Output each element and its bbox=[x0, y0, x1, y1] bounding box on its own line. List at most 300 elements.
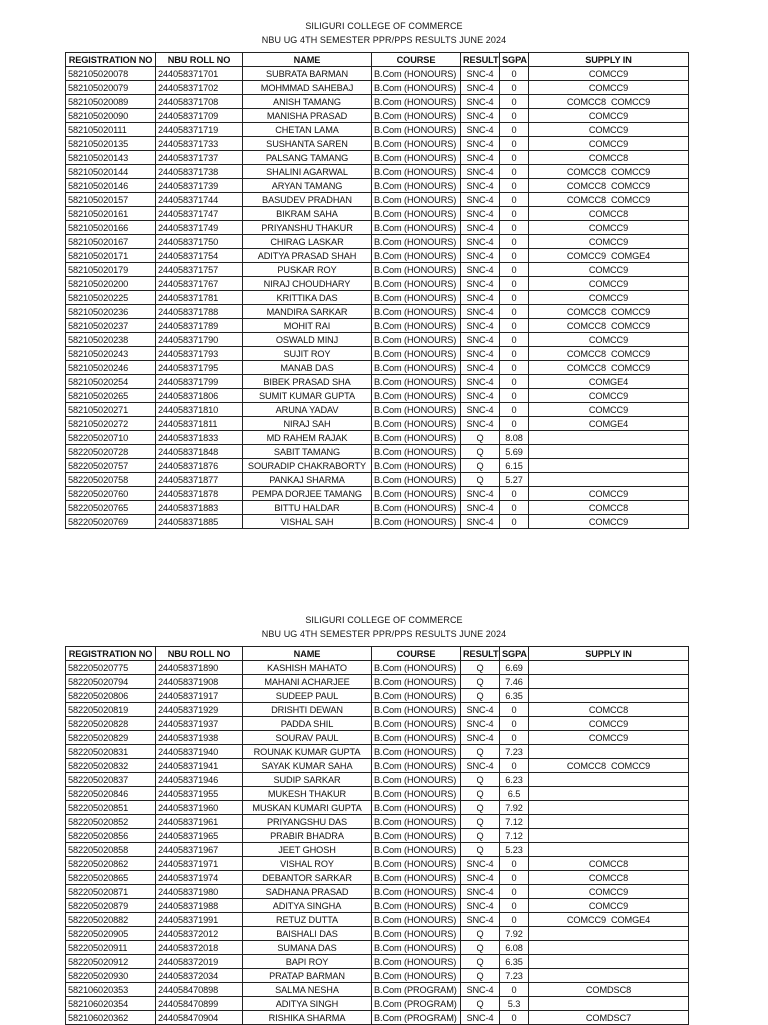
name-cell: NIRAJ CHOUDHARY bbox=[243, 277, 372, 291]
registration-no-cell: 582105020079 bbox=[66, 81, 156, 95]
nbu-roll-no-cell: 244058372018 bbox=[156, 941, 243, 955]
sgpa-cell: 0 bbox=[500, 913, 529, 927]
nbu-roll-no-cell: 244058371938 bbox=[156, 731, 243, 745]
supply-in-cell: COMCC8 COMCC9 bbox=[529, 165, 689, 179]
sgpa-cell: 0 bbox=[500, 151, 529, 165]
column-header: SGPA bbox=[500, 53, 529, 67]
registration-no-cell: 582205020905 bbox=[66, 927, 156, 941]
name-cell: ADITYA PRASAD SHAH bbox=[243, 249, 372, 263]
nbu-roll-no-cell: 244058371929 bbox=[156, 703, 243, 717]
sgpa-cell: 0 bbox=[500, 207, 529, 221]
sgpa-cell: 0 bbox=[500, 123, 529, 137]
result-cell: SNC-4 bbox=[461, 137, 500, 151]
result-cell: SNC-4 bbox=[461, 731, 500, 745]
nbu-roll-no-cell: 244058371810 bbox=[156, 403, 243, 417]
nbu-roll-no-cell: 244058371877 bbox=[156, 473, 243, 487]
table-row bbox=[66, 305, 689, 319]
registration-no-cell: 582105020143 bbox=[66, 151, 156, 165]
supply-in-cell bbox=[529, 787, 689, 801]
course-cell: B.Com (HONOURS) bbox=[372, 263, 461, 277]
result-cell: SNC-4 bbox=[461, 179, 500, 193]
results-title: NBU UG 4TH SEMESTER PPR/PPS RESULTS JUNE 2024 bbox=[261, 35, 507, 45]
course-cell: B.Com (HONOURS) bbox=[372, 361, 461, 375]
name-cell: VISHAL ROY bbox=[243, 857, 372, 871]
course-cell: B.Com (HONOURS) bbox=[372, 137, 461, 151]
sgpa-cell: 0 bbox=[500, 361, 529, 375]
result-cell: Q bbox=[461, 661, 500, 675]
table-row bbox=[66, 95, 689, 109]
course-cell: B.Com (HONOURS) bbox=[372, 109, 461, 123]
supply-in-cell: COMCC9 COMGE4 bbox=[529, 913, 689, 927]
sgpa-cell: 0 bbox=[500, 983, 529, 997]
table-row bbox=[66, 689, 689, 703]
sgpa-cell: 0 bbox=[500, 857, 529, 871]
table-row bbox=[66, 955, 689, 969]
supply-in-cell bbox=[529, 927, 689, 941]
name-cell: BIBEK PRASAD SHA bbox=[243, 375, 372, 389]
supply-in-cell: COMCC9 bbox=[529, 333, 689, 347]
sgpa-cell: 0 bbox=[500, 235, 529, 249]
registration-no-cell: 582205020829 bbox=[66, 731, 156, 745]
name-cell: BIKRAM SAHA bbox=[243, 207, 372, 221]
result-cell: SNC-4 bbox=[461, 717, 500, 731]
name-cell: ROUNAK KUMAR GUPTA bbox=[243, 745, 372, 759]
supply-in-cell: COMCC9 bbox=[529, 221, 689, 235]
table-row bbox=[66, 787, 689, 801]
result-cell: Q bbox=[461, 459, 500, 473]
sgpa-cell: 0 bbox=[500, 403, 529, 417]
name-cell: MOHMMAD SAHEBAJ bbox=[243, 81, 372, 95]
table-row bbox=[66, 375, 689, 389]
name-cell: SUDIP SARKAR bbox=[243, 773, 372, 787]
registration-no-cell: 582106020362 bbox=[66, 1011, 156, 1025]
registration-no-cell: 582105020171 bbox=[66, 249, 156, 263]
result-cell: SNC-4 bbox=[461, 403, 500, 417]
name-cell: BASUDEV PRADHAN bbox=[243, 193, 372, 207]
nbu-roll-no-cell: 244058371955 bbox=[156, 787, 243, 801]
course-cell: B.Com (HONOURS) bbox=[372, 445, 461, 459]
column-header: SUPPLY IN bbox=[529, 53, 689, 67]
nbu-roll-no-cell: 244058371750 bbox=[156, 235, 243, 249]
result-cell: Q bbox=[461, 815, 500, 829]
nbu-roll-no-cell: 244058371702 bbox=[156, 81, 243, 95]
nbu-roll-no-cell: 244058371980 bbox=[156, 885, 243, 899]
name-cell: MD RAHEM RAJAK bbox=[243, 431, 372, 445]
supply-in-cell: COMCC9 bbox=[529, 885, 689, 899]
result-cell: SNC-4 bbox=[461, 347, 500, 361]
table-row bbox=[66, 81, 689, 95]
result-cell: SNC-4 bbox=[461, 249, 500, 263]
registration-no-cell: 582105020200 bbox=[66, 277, 156, 291]
nbu-roll-no-cell: 244058470899 bbox=[156, 997, 243, 1011]
course-cell: B.Com (HONOURS) bbox=[372, 787, 461, 801]
name-cell: VISHAL SAH bbox=[243, 515, 372, 529]
table-row bbox=[66, 361, 689, 375]
name-cell: SABIT TAMANG bbox=[243, 445, 372, 459]
course-cell: B.Com (HONOURS) bbox=[372, 305, 461, 319]
supply-in-cell bbox=[529, 843, 689, 857]
sgpa-cell: 0 bbox=[500, 137, 529, 151]
nbu-roll-no-cell: 244058371988 bbox=[156, 899, 243, 913]
result-cell: Q bbox=[461, 675, 500, 689]
name-cell: CHIRAG LASKAR bbox=[243, 235, 372, 249]
course-cell: B.Com (HONOURS) bbox=[372, 347, 461, 361]
result-cell: Q bbox=[461, 773, 500, 787]
table-row bbox=[66, 207, 689, 221]
supply-in-cell bbox=[529, 773, 689, 787]
name-cell: MUKESH THAKUR bbox=[243, 787, 372, 801]
supply-in-cell bbox=[529, 473, 689, 487]
nbu-roll-no-cell: 244058371991 bbox=[156, 913, 243, 927]
table-row bbox=[66, 235, 689, 249]
course-cell: B.Com (HONOURS) bbox=[372, 235, 461, 249]
result-cell: SNC-4 bbox=[461, 67, 500, 81]
registration-no-cell: 582205020710 bbox=[66, 431, 156, 445]
results-table bbox=[65, 646, 689, 1025]
table-row bbox=[66, 487, 689, 501]
sgpa-cell: 0 bbox=[500, 67, 529, 81]
nbu-roll-no-cell: 244058371883 bbox=[156, 501, 243, 515]
supply-in-cell: COMCC9 bbox=[529, 515, 689, 529]
table-row bbox=[66, 249, 689, 263]
supply-in-cell: COMCC8 bbox=[529, 703, 689, 717]
supply-in-cell: COMCC9 bbox=[529, 277, 689, 291]
sgpa-cell: 0 bbox=[500, 417, 529, 431]
course-cell: B.Com (HONOURS) bbox=[372, 675, 461, 689]
supply-in-cell bbox=[529, 815, 689, 829]
table-row bbox=[66, 431, 689, 445]
course-cell: B.Com (HONOURS) bbox=[372, 375, 461, 389]
supply-in-cell: COMCC8 bbox=[529, 151, 689, 165]
result-cell: Q bbox=[461, 689, 500, 703]
nbu-roll-no-cell: 244058371708 bbox=[156, 95, 243, 109]
nbu-roll-no-cell: 244058371788 bbox=[156, 305, 243, 319]
registration-no-cell: 582105020167 bbox=[66, 235, 156, 249]
registration-no-cell: 582205020846 bbox=[66, 787, 156, 801]
result-cell: SNC-4 bbox=[461, 857, 500, 871]
course-cell: B.Com (HONOURS) bbox=[372, 955, 461, 969]
supply-in-cell: COMCC9 bbox=[529, 487, 689, 501]
course-cell: B.Com (HONOURS) bbox=[372, 913, 461, 927]
course-cell: B.Com (HONOURS) bbox=[372, 829, 461, 843]
registration-no-cell: 582205020852 bbox=[66, 815, 156, 829]
table-row bbox=[66, 151, 689, 165]
result-cell: SNC-4 bbox=[461, 487, 500, 501]
supply-in-cell: COMCC8 COMCC9 bbox=[529, 193, 689, 207]
supply-in-cell: COMCC8 bbox=[529, 501, 689, 515]
registration-no-cell: 582205020757 bbox=[66, 459, 156, 473]
registration-no-cell: 582105020144 bbox=[66, 165, 156, 179]
name-cell: MOHIT RAI bbox=[243, 319, 372, 333]
registration-no-cell: 582205020912 bbox=[66, 955, 156, 969]
supply-in-cell: COMCC8 bbox=[529, 871, 689, 885]
name-cell: SOURAV PAUL bbox=[243, 731, 372, 745]
course-cell: B.Com (HONOURS) bbox=[372, 731, 461, 745]
result-cell: SNC-4 bbox=[461, 703, 500, 717]
result-cell: SNC-4 bbox=[461, 361, 500, 375]
result-cell: SNC-4 bbox=[461, 389, 500, 403]
registration-no-cell: 582205020819 bbox=[66, 703, 156, 717]
column-header: REGISTRATION NO bbox=[66, 53, 156, 67]
supply-in-cell: COMCC9 bbox=[529, 263, 689, 277]
name-cell: PRATAP BARMAN bbox=[243, 969, 372, 983]
sgpa-cell: 6.5 bbox=[500, 787, 529, 801]
name-cell: MAHANI ACHARJEE bbox=[243, 675, 372, 689]
course-cell: B.Com (HONOURS) bbox=[372, 871, 461, 885]
table-row bbox=[66, 515, 689, 529]
registration-no-cell: 582205020858 bbox=[66, 843, 156, 857]
sgpa-cell: 6.08 bbox=[500, 941, 529, 955]
registration-no-cell: 582205020728 bbox=[66, 445, 156, 459]
sgpa-cell: 0 bbox=[500, 759, 529, 773]
name-cell: PRIYANSHU THAKUR bbox=[243, 221, 372, 235]
nbu-roll-no-cell: 244058371908 bbox=[156, 675, 243, 689]
table-row bbox=[66, 501, 689, 515]
nbu-roll-no-cell: 244058371767 bbox=[156, 277, 243, 291]
supply-in-cell: COMCC9 bbox=[529, 123, 689, 137]
course-cell: B.Com (HONOURS) bbox=[372, 815, 461, 829]
result-cell: SNC-4 bbox=[461, 277, 500, 291]
nbu-roll-no-cell: 244058470904 bbox=[156, 1011, 243, 1025]
nbu-roll-no-cell: 244058371940 bbox=[156, 745, 243, 759]
nbu-roll-no-cell: 244058371946 bbox=[156, 773, 243, 787]
sgpa-cell: 7.46 bbox=[500, 675, 529, 689]
registration-no-cell: 582205020832 bbox=[66, 759, 156, 773]
sgpa-cell: 0 bbox=[500, 277, 529, 291]
name-cell: JEET GHOSH bbox=[243, 843, 372, 857]
registration-no-cell: 582205020930 bbox=[66, 969, 156, 983]
name-cell: DRISHTI DEWAN bbox=[243, 703, 372, 717]
name-cell: SOURADIP CHAKRABORTY bbox=[243, 459, 372, 473]
results-table bbox=[65, 52, 689, 529]
name-cell: SUSHANTA SAREN bbox=[243, 137, 372, 151]
registration-no-cell: 582105020089 bbox=[66, 95, 156, 109]
name-cell: ADITYA SINGHA bbox=[243, 899, 372, 913]
supply-in-cell: COMCC9 bbox=[529, 109, 689, 123]
course-cell: B.Com (PROGRAM) bbox=[372, 997, 461, 1011]
registration-no-cell: 582205020760 bbox=[66, 487, 156, 501]
result-cell: SNC-4 bbox=[461, 109, 500, 123]
table-row bbox=[66, 997, 689, 1011]
sgpa-cell: 0 bbox=[500, 305, 529, 319]
supply-in-cell bbox=[529, 997, 689, 1011]
name-cell: PRIYANGSHU DAS bbox=[243, 815, 372, 829]
nbu-roll-no-cell: 244058371833 bbox=[156, 431, 243, 445]
course-cell: B.Com (HONOURS) bbox=[372, 515, 461, 529]
course-cell: B.Com (HONOURS) bbox=[372, 67, 461, 81]
name-cell: BAPI ROY bbox=[243, 955, 372, 969]
sgpa-cell: 5.69 bbox=[500, 445, 529, 459]
course-cell: B.Com (HONOURS) bbox=[372, 703, 461, 717]
nbu-roll-no-cell: 244058371744 bbox=[156, 193, 243, 207]
nbu-roll-no-cell: 244058372019 bbox=[156, 955, 243, 969]
nbu-roll-no-cell: 244058371806 bbox=[156, 389, 243, 403]
registration-no-cell: 582105020157 bbox=[66, 193, 156, 207]
column-header: COURSE bbox=[372, 53, 461, 67]
course-cell: B.Com (HONOURS) bbox=[372, 759, 461, 773]
column-header: RESULT bbox=[461, 647, 500, 661]
table-row bbox=[66, 165, 689, 179]
nbu-roll-no-cell: 244058371781 bbox=[156, 291, 243, 305]
result-cell: SNC-4 bbox=[461, 899, 500, 913]
registration-no-cell: 582205020769 bbox=[66, 515, 156, 529]
nbu-roll-no-cell: 244058371890 bbox=[156, 661, 243, 675]
registration-no-cell: 582105020254 bbox=[66, 375, 156, 389]
nbu-roll-no-cell: 244058371754 bbox=[156, 249, 243, 263]
name-cell: ARUNA YADAV bbox=[243, 403, 372, 417]
supply-in-cell bbox=[529, 969, 689, 983]
course-cell: B.Com (HONOURS) bbox=[372, 151, 461, 165]
nbu-roll-no-cell: 244058371937 bbox=[156, 717, 243, 731]
table-row bbox=[66, 291, 689, 305]
sgpa-cell: 0 bbox=[500, 249, 529, 263]
registration-no-cell: 582105020246 bbox=[66, 361, 156, 375]
table-row bbox=[66, 263, 689, 277]
sgpa-cell: 7.92 bbox=[500, 801, 529, 815]
supply-in-cell: COMCC8 COMCC9 bbox=[529, 361, 689, 375]
nbu-roll-no-cell: 244058470898 bbox=[156, 983, 243, 997]
nbu-roll-no-cell: 244058371876 bbox=[156, 459, 243, 473]
registration-no-cell: 582105020161 bbox=[66, 207, 156, 221]
nbu-roll-no-cell: 244058371737 bbox=[156, 151, 243, 165]
registration-no-cell: 582205020871 bbox=[66, 885, 156, 899]
column-header: NBU ROLL NO bbox=[156, 647, 243, 661]
result-cell: Q bbox=[461, 801, 500, 815]
nbu-roll-no-cell: 244058371757 bbox=[156, 263, 243, 277]
name-cell: BITTU HALDAR bbox=[243, 501, 372, 515]
result-cell: SNC-4 bbox=[461, 417, 500, 431]
supply-in-cell: COMDSC7 bbox=[529, 1011, 689, 1025]
supply-in-cell bbox=[529, 801, 689, 815]
column-header: SGPA bbox=[500, 647, 529, 661]
result-cell: SNC-4 bbox=[461, 1011, 500, 1025]
supply-in-cell: COMCC9 bbox=[529, 81, 689, 95]
nbu-roll-no-cell: 244058371749 bbox=[156, 221, 243, 235]
supply-in-cell: COMCC9 bbox=[529, 389, 689, 403]
table-row bbox=[66, 899, 689, 913]
supply-in-cell: COMDSC8 bbox=[529, 983, 689, 997]
course-cell: B.Com (HONOURS) bbox=[372, 745, 461, 759]
sgpa-cell: 0 bbox=[500, 375, 529, 389]
supply-in-cell bbox=[529, 689, 689, 703]
result-cell: Q bbox=[461, 955, 500, 969]
course-cell: B.Com (HONOURS) bbox=[372, 473, 461, 487]
registration-no-cell: 582105020265 bbox=[66, 389, 156, 403]
course-cell: B.Com (HONOURS) bbox=[372, 417, 461, 431]
course-cell: B.Com (HONOURS) bbox=[372, 927, 461, 941]
column-header: NAME bbox=[243, 53, 372, 67]
registration-no-cell: 582205020837 bbox=[66, 773, 156, 787]
supply-in-cell: COMCC8 bbox=[529, 857, 689, 871]
course-cell: B.Com (HONOURS) bbox=[372, 403, 461, 417]
nbu-roll-no-cell: 244058371701 bbox=[156, 67, 243, 81]
registration-no-cell: 582106020353 bbox=[66, 983, 156, 997]
course-cell: B.Com (HONOURS) bbox=[372, 773, 461, 787]
sgpa-cell: 0 bbox=[500, 899, 529, 913]
supply-in-cell: COMCC9 COMGE4 bbox=[529, 249, 689, 263]
table-row bbox=[66, 389, 689, 403]
sgpa-cell: 0 bbox=[500, 193, 529, 207]
registration-no-cell: 582105020135 bbox=[66, 137, 156, 151]
supply-in-cell bbox=[529, 675, 689, 689]
result-cell: SNC-4 bbox=[461, 375, 500, 389]
result-cell: Q bbox=[461, 969, 500, 983]
course-cell: B.Com (HONOURS) bbox=[372, 661, 461, 675]
result-cell: SNC-4 bbox=[461, 221, 500, 235]
registration-no-cell: 582105020179 bbox=[66, 263, 156, 277]
nbu-roll-no-cell: 244058371917 bbox=[156, 689, 243, 703]
sgpa-cell: 5.3 bbox=[500, 997, 529, 1011]
supply-in-cell bbox=[529, 661, 689, 675]
result-cell: SNC-4 bbox=[461, 983, 500, 997]
sgpa-cell: 7.12 bbox=[500, 829, 529, 843]
table-row bbox=[66, 871, 689, 885]
table-row bbox=[66, 123, 689, 137]
result-cell: SNC-4 bbox=[461, 501, 500, 515]
table-row bbox=[66, 801, 689, 815]
name-cell: BAISHALI DAS bbox=[243, 927, 372, 941]
sgpa-cell: 0 bbox=[500, 263, 529, 277]
name-cell: MUSKAN KUMARI GUPTA bbox=[243, 801, 372, 815]
nbu-roll-no-cell: 244058371811 bbox=[156, 417, 243, 431]
sgpa-cell: 0 bbox=[500, 703, 529, 717]
registration-no-cell: 582105020238 bbox=[66, 333, 156, 347]
course-cell: B.Com (HONOURS) bbox=[372, 899, 461, 913]
sgpa-cell: 8.08 bbox=[500, 431, 529, 445]
supply-in-cell: COMCC8 COMCC9 bbox=[529, 319, 689, 333]
sgpa-cell: 0 bbox=[500, 717, 529, 731]
name-cell: PALSANG TAMANG bbox=[243, 151, 372, 165]
table-row bbox=[66, 759, 689, 773]
table-header-row bbox=[66, 53, 689, 67]
table-row bbox=[66, 333, 689, 347]
column-header: COURSE bbox=[372, 647, 461, 661]
course-cell: B.Com (HONOURS) bbox=[372, 717, 461, 731]
name-cell: PUSKAR ROY bbox=[243, 263, 372, 277]
sgpa-cell: 7.23 bbox=[500, 969, 529, 983]
sgpa-cell: 6.35 bbox=[500, 689, 529, 703]
table-row bbox=[66, 829, 689, 843]
supply-in-cell bbox=[529, 745, 689, 759]
college-title: SILIGURI COLLEGE OF COMMERCE bbox=[305, 615, 463, 625]
registration-no-cell: 582105020225 bbox=[66, 291, 156, 305]
name-cell: RETUZ DUTTA bbox=[243, 913, 372, 927]
sgpa-cell: 0 bbox=[500, 179, 529, 193]
supply-in-cell: COMCC8 COMCC9 bbox=[529, 95, 689, 109]
result-cell: SNC-4 bbox=[461, 885, 500, 899]
nbu-roll-no-cell: 244058371795 bbox=[156, 361, 243, 375]
result-cell: SNC-4 bbox=[461, 235, 500, 249]
sgpa-cell: 0 bbox=[500, 95, 529, 109]
registration-no-cell: 582105020166 bbox=[66, 221, 156, 235]
course-cell: B.Com (HONOURS) bbox=[372, 801, 461, 815]
supply-in-cell: COMCC8 COMCC9 bbox=[529, 305, 689, 319]
course-cell: B.Com (HONOURS) bbox=[372, 333, 461, 347]
registration-no-cell: 582105020236 bbox=[66, 305, 156, 319]
table-row bbox=[66, 843, 689, 857]
registration-no-cell: 582105020271 bbox=[66, 403, 156, 417]
result-cell: Q bbox=[461, 473, 500, 487]
name-cell: SUJIT ROY bbox=[243, 347, 372, 361]
nbu-roll-no-cell: 244058371793 bbox=[156, 347, 243, 361]
table-row bbox=[66, 773, 689, 787]
table-row bbox=[66, 913, 689, 927]
name-cell: SADHANA PRASAD bbox=[243, 885, 372, 899]
registration-no-cell: 582205020851 bbox=[66, 801, 156, 815]
sgpa-cell: 0 bbox=[500, 165, 529, 179]
registration-no-cell: 582105020146 bbox=[66, 179, 156, 193]
result-cell: SNC-4 bbox=[461, 207, 500, 221]
